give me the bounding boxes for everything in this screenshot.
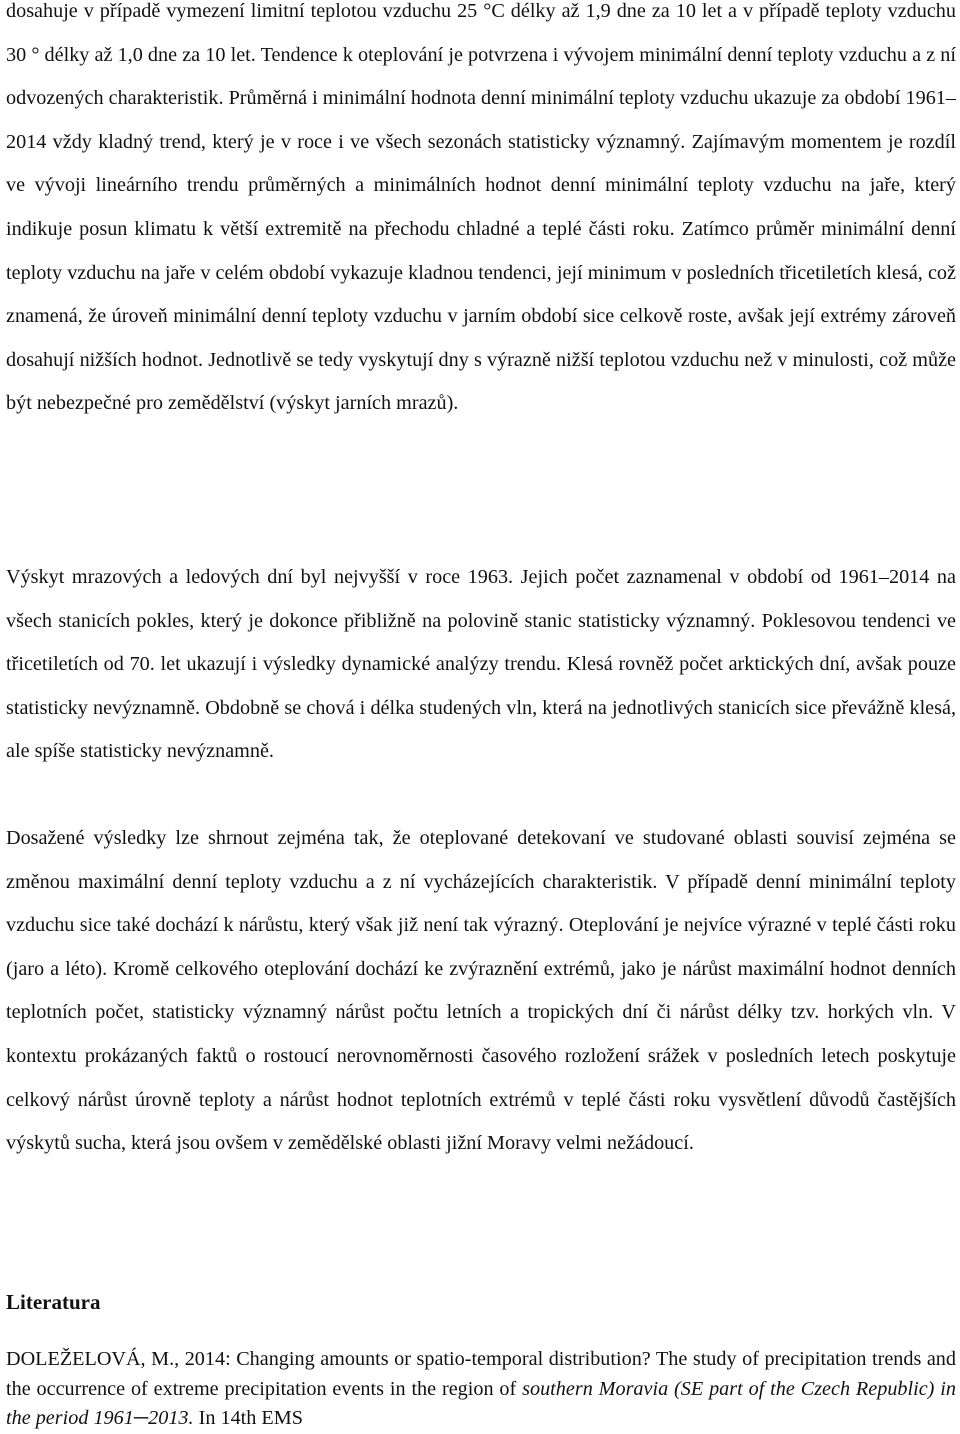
reference-lead: DOLEŽELOVÁ, M., 2014: Changing amounts or spatio-temporal distribution? The study of precipitation trends and the occurrence of extreme precipitation events in the region of	[6, 1348, 956, 1400]
reference-tail: In 14th EMS	[193, 1407, 303, 1429]
paragraph-frost-days: Výskyt mrazových a ledových dní byl nejvyšší v roce 1963. Jejich počet zaznamenal v období od 1961‒2014 na všech stanicích pokles, který je dokonce přibližně na polovině stanic statisticky významný. Poklesovou tendenci ve třicetiletích od 70. let ukazují i výsledky dynamické analýzy trendu. Klesá rovněž počet arktických dní, avšak pouze statisticky nevýznamně. Obdobně se chová i délka studených vln, která na jednotlivých stanicích sice převážně klesá, ale spíše statisticky nevýznamně.	[6, 566, 956, 763]
paragraph-warming-trends: dosahuje v případě vymezení limitní teplotou vzduchu 25 °C délky až 1,9 dne za 10 let a v případě teploty vzduchu 30 ° délky až 1,0 dne za 10 let. Tendence k oteplování je potvrzena i vývojem minimální denní teploty vzduchu a z ní odvozených charakteristik. Průměrná i minimální hodnota denní minimální teploty vzduchu ukazuje za období 1961‒2014 vždy kladný trend, který je v roce i ve všech sezonách statisticky významný. Zajímavým momentem je rozdíl ve vývoji lineárního trendu průměrných a minimálních hodnot denní minimální teploty vzduchu na jaře, který indikuje posun klimatu k větší extremitě na přechodu chladné a teplé části roku. Zatímco průměr minimální denní teploty vzduchu na jaře v celém období vykazuje kladnou tendenci, její minimum v posledních třicetiletích klesá, což znamená, že úroveň minimální denní teploty vzduchu v jarním období sice celkově roste, avšak její extrémy zároveň dosahují nižších hodnot. Jednotlivě se tedy vyskytují dny s výrazně nižší teplotou vzduchu než v minulosti, což může být nebezpečné pro zemědělství (výskyt jarních mrazů).	[6, 0, 956, 415]
reference-entry	[6, 1345, 956, 1434]
section-heading-literatura: Literatura	[6, 1290, 101, 1314]
paragraph-summary: Dosažené výsledky lze shrnout zejména tak, že oteplované detekovaní ve studované oblasti souvisí zejména se změnou maximální denní teploty vzduchu a z ní vycházejících charakteristik. V případě denní minimální teploty vzduchu sice také dochází k nárůstu, který však již není tak výrazný. Oteplování je nejvíce výrazné v teplé části roku (jaro a léto). Kromě celkového oteplování dochází ke zvýraznění extrémů, jako je nárůst maximální hodnot denních teplotních počet, statisticky významný nárůst počtu letních a tropických dní či nárůst délky tzv. horkých vln. V kontextu prokázaných faktů o rostoucí nerovnoměrnosti časového rozložení srážek v posledních letech poskytuje celkový nárůst úrovně teploty a nárůst hodnot teplotních extrémů v teplé části roku vysvětlení důvodů častějších výskytů sucha, která jsou ovšem v zemědělské oblasti jižní Moravy velmi nežádoucí.	[6, 827, 956, 1155]
reference-italic-title: southern Moravia (SE part of the Czech Republic) in the period 1961─2013.	[6, 1377, 956, 1429]
